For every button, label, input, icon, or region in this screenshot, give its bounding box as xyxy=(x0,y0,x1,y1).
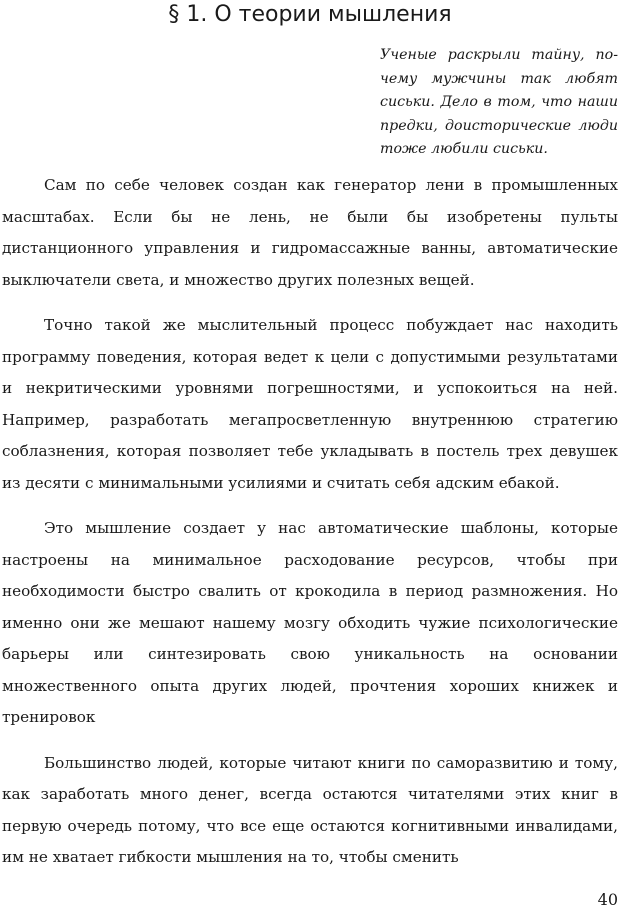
page-number: 40 xyxy=(597,890,618,909)
body-text xyxy=(2,170,618,874)
paragraph: Точно такой же мыслительный процесс побуждает нас находить программу поведения, которая ведет к цели с допустимыми результатами и некритическими уровнями погрешностями, и успокоиться на ней. Например, разработать мегапросветленную внутреннюю стратегию соблазнения, которая позволяет тебе укладывать в постель трех девушек из десяти с минимальными усилиями и считать себя адским ебакой. xyxy=(2,316,618,492)
paragraph: Это мышление создает у нас автоматические шаблоны, которые настроены на минимальное расходование ресурсов, чтобы при необходимости быстро свалить от крокодила в период размножения. Но именно они же мешают нашему мозгу обходить чужие психологические барьеры или синтезировать свою уникальность на основании множественного опыта других людей, прочтения хороших книжек и тренировок xyxy=(2,519,618,726)
paragraph: Сам по себе человек создан как генератор лени в промышленных масштабах. Если бы не лень, не были бы изобретены пульты дистанционного управления и гидромассажные ванны, автоматические выключатели света, и множество других полезных вещей. xyxy=(2,176,618,289)
paragraph: Большинство людей, которые читают книги по саморазвитию и тому, как заработать много денег, всегда остаются читателями этих книг в первую очередь потому, что все еще остаются когнитивными инвалидами, им не хватает гибкости мышления на то, чтобы сменить xyxy=(2,753,618,866)
epigraph: Ученые раскрыли тайну, почему мужчины так любят сиськи. Дело в том, что наши предки, доисторические люди тоже любили сиськи. xyxy=(380,47,618,158)
section-heading: § 1. О теории мышления xyxy=(168,2,452,27)
